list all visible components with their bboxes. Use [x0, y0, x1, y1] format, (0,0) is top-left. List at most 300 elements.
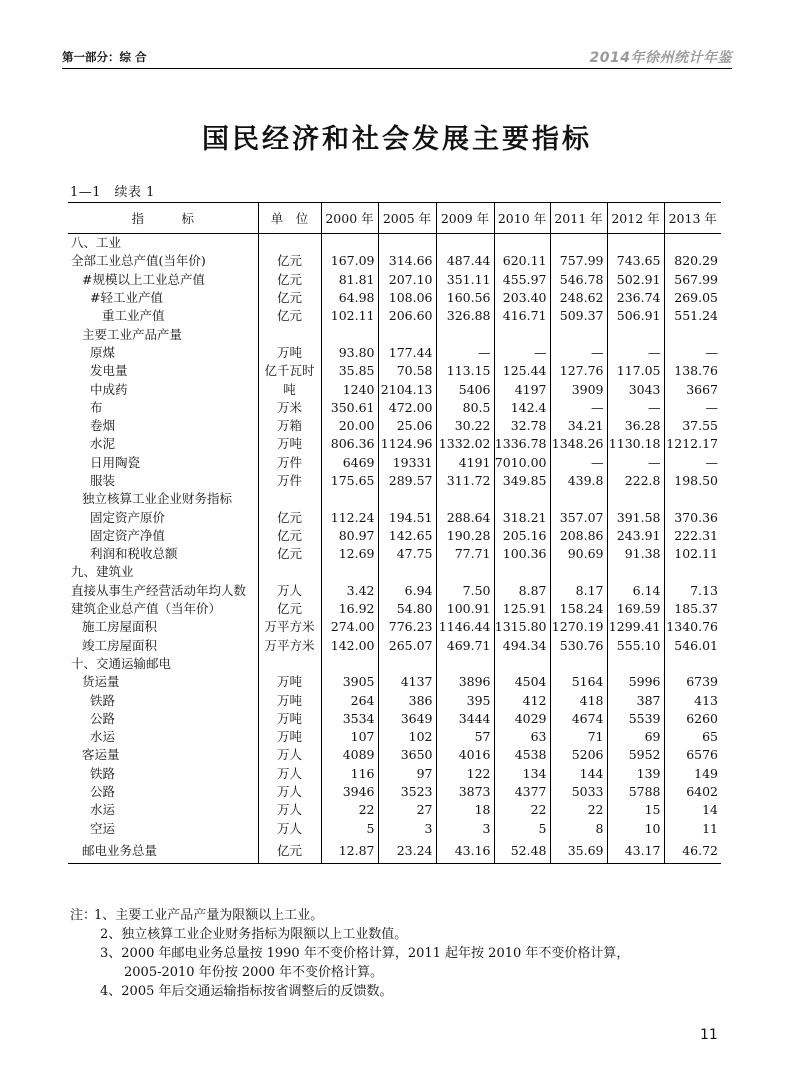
value-cell: 3905 — [321, 673, 378, 691]
value-cell: 274.00 — [321, 618, 378, 636]
value-cell: — — [607, 454, 664, 472]
value-cell: 269.05 — [664, 289, 721, 307]
unit-cell: 亿元 — [258, 271, 321, 289]
header-year: 2000 年 — [321, 203, 378, 234]
indicator-name: 日用陶瓷 — [90, 454, 141, 470]
unit-cell — [258, 490, 321, 508]
value-cell: 620.11 — [494, 252, 550, 270]
value-cell: 190.28 — [436, 527, 494, 545]
indicator-name: 公路 — [90, 710, 116, 726]
indicator-name: 竣工房屋面积 — [82, 637, 158, 653]
indicator-name: 固定资产原价 — [90, 509, 166, 525]
indicator-name: 八、工业 — [71, 235, 122, 251]
indicator-name: 服装 — [90, 473, 116, 488]
value-cell: 91.38 — [607, 545, 664, 563]
value-cell: 11 — [664, 820, 721, 838]
value-cell: 138.76 — [664, 362, 721, 380]
value-cell: 8.17 — [550, 582, 607, 600]
table-row — [68, 252, 721, 270]
value-cell: 757.99 — [550, 252, 607, 270]
value-cell: 222.31 — [664, 527, 721, 545]
unit-cell: 万平方米 — [258, 637, 321, 655]
value-cell: 15 — [607, 801, 664, 819]
unit-cell: 亿元 — [258, 252, 321, 270]
value-cell: 1146.44 — [436, 618, 494, 636]
value-cell: 117.05 — [607, 362, 664, 380]
unit-cell: 万米 — [258, 399, 321, 417]
value-cell: 27 — [378, 801, 436, 819]
table-row — [68, 710, 721, 728]
table-row — [68, 362, 721, 380]
value-cell: 5788 — [607, 783, 664, 801]
table-row — [68, 289, 721, 307]
table-row — [68, 417, 721, 435]
value-cell: 3.42 — [321, 582, 378, 600]
value-cell: 4538 — [494, 746, 550, 764]
value-cell: 57 — [436, 728, 494, 746]
value-cell: 4504 — [494, 673, 550, 691]
unit-cell: 万吨 — [258, 710, 321, 728]
indicator-name: 主要工业产品产量 — [82, 326, 183, 342]
table-row — [68, 563, 721, 581]
value-cell: 144 — [550, 765, 607, 783]
header-unit: 单 位 — [258, 203, 321, 234]
value-cell: 387 — [607, 691, 664, 709]
indicator-name: 发电量 — [90, 363, 128, 379]
value-cell: 3043 — [607, 380, 664, 398]
value-cell: 22 — [321, 801, 378, 819]
value-cell: 326.88 — [436, 307, 494, 325]
value-cell: 80.5 — [436, 399, 494, 417]
value-cell: 7.13 — [664, 582, 721, 600]
value-cell: 6469 — [321, 454, 378, 472]
value-cell: 222.8 — [607, 472, 664, 490]
value-cell: 52.48 — [494, 838, 550, 864]
indicator-name: 货运量 — [82, 674, 120, 690]
value-cell — [607, 325, 664, 343]
value-cell: 6402 — [664, 783, 721, 801]
unit-cell — [258, 655, 321, 673]
value-cell: 4089 — [321, 746, 378, 764]
header-year: 2009 年 — [436, 203, 494, 234]
value-cell — [607, 563, 664, 581]
table-row — [68, 691, 721, 709]
value-cell: 37.55 — [664, 417, 721, 435]
value-cell — [550, 563, 607, 581]
value-cell: 1240 — [321, 380, 378, 398]
value-cell — [550, 234, 607, 253]
value-cell — [378, 655, 436, 673]
value-cell: 43.17 — [607, 838, 664, 864]
unit-cell: 亿元 — [258, 508, 321, 526]
notes-prefix: 注： — [70, 908, 97, 923]
value-cell: 350.61 — [321, 399, 378, 417]
value-cell: 112.24 — [321, 508, 378, 526]
value-cell: 6576 — [664, 746, 721, 764]
value-cell: 10 — [607, 820, 664, 838]
value-cell — [664, 234, 721, 253]
value-cell — [494, 234, 550, 253]
table-row — [68, 673, 721, 691]
value-cell: 107 — [321, 728, 378, 746]
table-row — [68, 801, 721, 819]
value-cell: 65 — [664, 728, 721, 746]
value-cell: 125.44 — [494, 362, 550, 380]
value-cell: 546.01 — [664, 637, 721, 655]
value-cell — [378, 563, 436, 581]
value-cell: 35.85 — [321, 362, 378, 380]
note-2 — [70, 925, 730, 944]
table-row — [68, 380, 721, 398]
value-cell: 177.44 — [378, 344, 436, 362]
value-cell: 4197 — [494, 380, 550, 398]
note-4 — [70, 982, 730, 1001]
indicator-name: 固定资产净值 — [90, 527, 166, 543]
table-row — [68, 637, 721, 655]
value-cell: 47.75 — [378, 545, 436, 563]
indicators-table — [68, 202, 721, 864]
value-cell: 134 — [494, 765, 550, 783]
note-3-text: 3、2000 年邮电业务总量按 1990 年不变价格计算，2011 起年按 2010 年不变价格计算， — [100, 946, 630, 961]
indicator-name: 铁路 — [90, 692, 116, 708]
value-cell — [550, 325, 607, 343]
notes — [70, 906, 730, 1001]
value-cell: 820.29 — [664, 252, 721, 270]
value-cell: 412 — [494, 691, 550, 709]
unit-cell: 亿元 — [258, 600, 321, 618]
value-cell: 16.92 — [321, 600, 378, 618]
value-cell: 102.11 — [321, 307, 378, 325]
indicator-name: 客运量 — [82, 747, 120, 763]
value-cell — [550, 490, 607, 508]
table-row — [68, 454, 721, 472]
header-indicator: 指 标 — [68, 203, 258, 234]
page-header — [62, 48, 732, 69]
value-cell: 386 — [378, 691, 436, 709]
value-cell: 71 — [550, 728, 607, 746]
indicator-name: 邮电业务总量 — [68, 838, 258, 864]
value-cell: — — [664, 399, 721, 417]
value-cell: 413 — [664, 691, 721, 709]
value-cell: 314.66 — [378, 252, 436, 270]
indicator-name: 铁路 — [90, 765, 116, 781]
value-cell: 206.60 — [378, 307, 436, 325]
value-cell: 158.24 — [550, 600, 607, 618]
value-cell: — — [550, 399, 607, 417]
yearbook-title: 2014年徐州统计年鉴 — [589, 50, 732, 66]
value-cell: 160.56 — [436, 289, 494, 307]
value-cell: 6260 — [664, 710, 721, 728]
note-3-cont — [70, 963, 730, 982]
indicator-name: 施工房屋面积 — [82, 619, 158, 635]
value-cell: — — [550, 454, 607, 472]
value-cell: 6739 — [664, 673, 721, 691]
value-cell: 3 — [378, 820, 436, 838]
value-cell: 502.91 — [607, 271, 664, 289]
value-cell: 43.16 — [436, 838, 494, 864]
value-cell: 3649 — [378, 710, 436, 728]
value-cell — [664, 655, 721, 673]
value-cell: 23.24 — [378, 838, 436, 864]
value-cell: 1332.02 — [436, 435, 494, 453]
indicator-name: 公路 — [90, 784, 116, 800]
value-cell: 289.57 — [378, 472, 436, 490]
note-1-text: 1、主要工业产品产量为限额以上工业。 — [94, 908, 324, 923]
value-cell — [321, 325, 378, 343]
indicator-name: 水运 — [90, 729, 116, 745]
value-cell: 142.65 — [378, 527, 436, 545]
table-row — [68, 618, 721, 636]
value-cell — [664, 325, 721, 343]
unit-cell: 亿元 — [258, 545, 321, 563]
table-row — [68, 527, 721, 545]
indicator-name: 空运 — [90, 820, 116, 836]
indicator-name: #轻工业产值 — [90, 290, 163, 306]
unit-cell: 万人 — [258, 582, 321, 600]
value-cell: 439.8 — [550, 472, 607, 490]
value-cell: 5952 — [607, 746, 664, 764]
value-cell: 20.00 — [321, 417, 378, 435]
value-cell — [436, 655, 494, 673]
indicator-name: 全部工业总产值(当年价) — [71, 253, 206, 269]
unit-cell: 万吨 — [258, 728, 321, 746]
value-cell: 97 — [378, 765, 436, 783]
unit-cell: 万人 — [258, 765, 321, 783]
value-cell: 207.10 — [378, 271, 436, 289]
value-cell: 3444 — [436, 710, 494, 728]
value-cell: 185.37 — [664, 600, 721, 618]
indicator-name: 原煤 — [90, 344, 116, 360]
value-cell: 2104.13 — [378, 380, 436, 398]
unit-cell: 万吨 — [258, 344, 321, 362]
value-cell: 3523 — [378, 783, 436, 801]
value-cell: 205.16 — [494, 527, 550, 545]
value-cell: 264 — [321, 691, 378, 709]
unit-cell — [258, 234, 321, 253]
value-cell — [550, 655, 607, 673]
value-cell: 63 — [494, 728, 550, 746]
value-cell: 5164 — [550, 673, 607, 691]
value-cell — [494, 490, 550, 508]
value-cell: 46.72 — [664, 838, 721, 864]
value-cell: 416.71 — [494, 307, 550, 325]
value-cell: 36.28 — [607, 417, 664, 435]
value-cell: 776.23 — [378, 618, 436, 636]
value-cell: 7010.00 — [494, 454, 550, 472]
value-cell: 1315.80 — [494, 618, 550, 636]
value-cell: — — [550, 344, 607, 362]
value-cell: 142.4 — [494, 399, 550, 417]
value-cell: 318.21 — [494, 508, 550, 526]
unit-cell: 万人 — [258, 801, 321, 819]
value-cell — [494, 563, 550, 581]
unit-cell: 万件 — [258, 472, 321, 490]
indicator-name: 建筑企业总产值（当年价） — [71, 601, 222, 617]
value-cell — [436, 490, 494, 508]
value-cell: 506.91 — [607, 307, 664, 325]
value-cell: 530.76 — [550, 637, 607, 655]
unit-cell: 万人 — [258, 746, 321, 764]
header-year: 2005 年 — [378, 203, 436, 234]
value-cell: 3909 — [550, 380, 607, 398]
value-cell: — — [607, 399, 664, 417]
table-body — [68, 234, 721, 864]
table-row — [68, 765, 721, 783]
value-cell — [321, 563, 378, 581]
unit-cell: 亿元 — [258, 289, 321, 307]
unit-cell: 万吨 — [258, 691, 321, 709]
value-cell: 4137 — [378, 673, 436, 691]
table-row — [68, 490, 721, 508]
value-cell: 5 — [321, 820, 378, 838]
unit-cell: 万箱 — [258, 417, 321, 435]
indicator-name: 直接从事生产经营活动年均人数 — [71, 582, 247, 598]
unit-cell: 万吨 — [258, 673, 321, 691]
unit-cell: 亿千瓦时 — [258, 362, 321, 380]
value-cell: 169.59 — [607, 600, 664, 618]
value-cell: 3667 — [664, 380, 721, 398]
header-year: 2013 年 — [664, 203, 721, 234]
value-cell: 35.69 — [550, 838, 607, 864]
header-year: 2011 年 — [550, 203, 607, 234]
table-row — [68, 655, 721, 673]
unit-cell: 万吨 — [258, 435, 321, 453]
table-row — [68, 399, 721, 417]
value-cell: 108.06 — [378, 289, 436, 307]
header-year: 2012 年 — [607, 203, 664, 234]
header-year: 2010 年 — [494, 203, 550, 234]
value-cell: — — [436, 344, 494, 362]
value-cell: 70.58 — [378, 362, 436, 380]
unit-cell: 亿元 — [258, 838, 321, 864]
value-cell: — — [664, 344, 721, 362]
table-row — [68, 435, 721, 453]
value-cell: 472.00 — [378, 399, 436, 417]
value-cell — [494, 325, 550, 343]
value-cell — [378, 234, 436, 253]
table-row — [68, 582, 721, 600]
value-cell — [664, 563, 721, 581]
value-cell: 4191 — [436, 454, 494, 472]
table-row — [68, 728, 721, 746]
unit-cell: 亿元 — [258, 527, 321, 545]
note-3 — [70, 944, 730, 963]
value-cell — [607, 234, 664, 253]
value-cell: 19331 — [378, 454, 436, 472]
value-cell: 81.81 — [321, 271, 378, 289]
table-row — [68, 271, 721, 289]
indicator-name: 十、交通运输邮电 — [71, 655, 172, 671]
value-cell: 6.94 — [378, 582, 436, 600]
value-cell: 14 — [664, 801, 721, 819]
value-cell: 149 — [664, 765, 721, 783]
value-cell: 32.78 — [494, 417, 550, 435]
value-cell: 243.91 — [607, 527, 664, 545]
value-cell: 93.80 — [321, 344, 378, 362]
unit-cell: 亿元 — [258, 307, 321, 325]
value-cell: 125.91 — [494, 600, 550, 618]
value-cell — [436, 325, 494, 343]
value-cell: 236.74 — [607, 289, 664, 307]
page-number: 11 — [700, 1027, 718, 1043]
value-cell: 357.07 — [550, 508, 607, 526]
value-cell: 370.36 — [664, 508, 721, 526]
table-row — [68, 545, 721, 563]
table-row — [68, 783, 721, 801]
value-cell: 77.71 — [436, 545, 494, 563]
value-cell: 743.65 — [607, 252, 664, 270]
value-cell: 22 — [550, 801, 607, 819]
value-cell: — — [664, 454, 721, 472]
value-cell: 122 — [436, 765, 494, 783]
value-cell: 4377 — [494, 783, 550, 801]
unit-cell: 万平方米 — [258, 618, 321, 636]
value-cell — [494, 655, 550, 673]
value-cell: 1299.41 — [607, 618, 664, 636]
value-cell: 1348.26 — [550, 435, 607, 453]
indicator-name: #规模以上工业总产值 — [82, 271, 205, 287]
table-row — [68, 838, 721, 864]
value-cell: 487.44 — [436, 252, 494, 270]
value-cell: 3873 — [436, 783, 494, 801]
value-cell: 1212.17 — [664, 435, 721, 453]
value-cell: 1124.96 — [378, 435, 436, 453]
value-cell: 116 — [321, 765, 378, 783]
table-row — [68, 508, 721, 526]
table-row — [68, 344, 721, 362]
indicator-name: 卷烟 — [90, 418, 116, 434]
page-title: 国民经济和社会发展主要指标 — [202, 124, 592, 155]
indicator-name: 中成药 — [90, 381, 128, 397]
value-cell: 265.07 — [378, 637, 436, 655]
value-cell: 3 — [436, 820, 494, 838]
table-row — [68, 234, 721, 253]
indicator-name: 利润和税收总额 — [90, 546, 178, 562]
value-cell: 69 — [607, 728, 664, 746]
indicator-name: 水泥 — [90, 436, 116, 452]
value-cell: 113.15 — [436, 362, 494, 380]
note-3-cont-text: 2005-2010 年份按 2000 年不变价格计算。 — [124, 965, 384, 980]
value-cell: 4674 — [550, 710, 607, 728]
value-cell: 127.76 — [550, 362, 607, 380]
table-row — [68, 307, 721, 325]
value-cell: 555.10 — [607, 637, 664, 655]
value-cell: 100.36 — [494, 545, 550, 563]
unit-cell: 万人 — [258, 820, 321, 838]
value-cell: 3650 — [378, 746, 436, 764]
value-cell: 4029 — [494, 710, 550, 728]
value-cell: 142.00 — [321, 637, 378, 655]
value-cell: 418 — [550, 691, 607, 709]
value-cell: 198.50 — [664, 472, 721, 490]
value-cell: 25.06 — [378, 417, 436, 435]
value-cell: 208.86 — [550, 527, 607, 545]
value-cell: 64.98 — [321, 289, 378, 307]
unit-cell: 万人 — [258, 783, 321, 801]
value-cell: 5996 — [607, 673, 664, 691]
note-4-text: 4、2005 年后交通运输指标按省调整后的反馈数。 — [100, 984, 393, 999]
value-cell: 1270.19 — [550, 618, 607, 636]
value-cell: 1336.78 — [494, 435, 550, 453]
table-header-row — [68, 203, 721, 234]
indicator-name: 九、建筑业 — [71, 564, 134, 580]
value-cell — [664, 490, 721, 508]
value-cell: 100.91 — [436, 600, 494, 618]
table-row — [68, 820, 721, 838]
value-cell: 139 — [607, 765, 664, 783]
value-cell: 3534 — [321, 710, 378, 728]
value-cell — [436, 234, 494, 253]
